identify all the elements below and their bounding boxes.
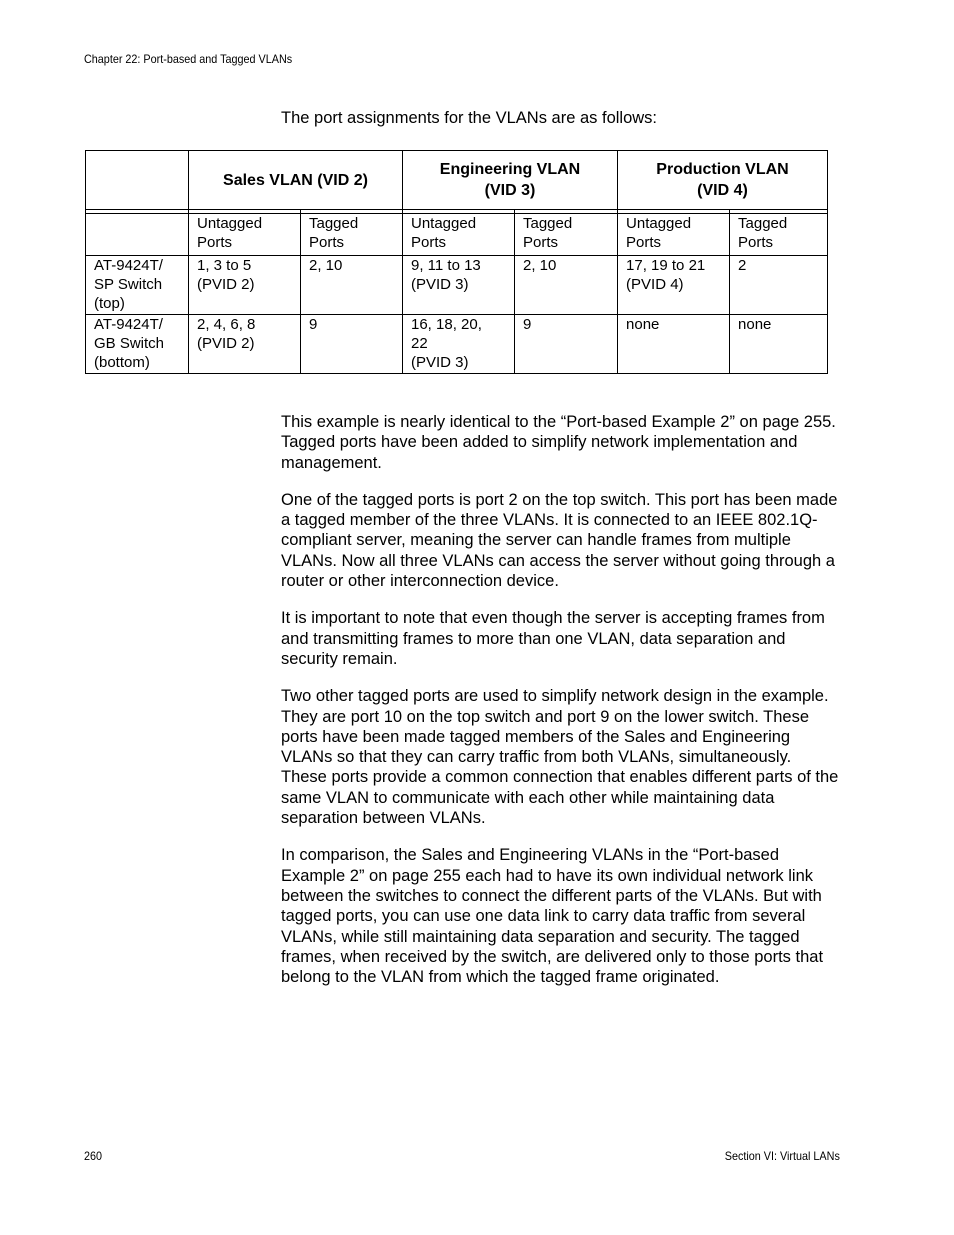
table-header-row bbox=[86, 151, 828, 210]
sales-untagged-header: Untagged Ports bbox=[189, 214, 301, 256]
prod-tagged-cell: 2 bbox=[730, 256, 828, 315]
table-row bbox=[86, 315, 828, 374]
eng-untagged-cell: 9, 11 to 13 (PVID 3) bbox=[403, 256, 515, 315]
eng-tagged-header: Tagged Ports bbox=[515, 214, 618, 256]
paragraph: In comparison, the Sales and Engineering VLANs in the “Port-based Example 2” on page 255 each had to have its own individual network link between the switches to connect the different parts of the VLANs. But with tagged ports, you can use one data link to carry data traffic from several VLANs, while still maintaining data separation and security. The tagged frames, when received by the switch, are delivered only to those ports that belong to the VLAN from which the tagged frame originated. bbox=[281, 846, 824, 987]
paragraph: It is important to note that even though the server is accepting frames from and transmitting frames to more than one VLAN, data separation and security remain. bbox=[281, 609, 825, 668]
table-row bbox=[86, 256, 828, 315]
page-number: 260 bbox=[84, 1149, 103, 1163]
table-subheader-row bbox=[86, 214, 828, 256]
prod-untagged-header: Untagged Ports bbox=[618, 214, 730, 256]
engineering-vlan-header: Engineering VLAN (VID 3) bbox=[403, 151, 618, 210]
corner-cell bbox=[86, 151, 189, 210]
section-title: Section VI: Virtual LANs bbox=[724, 1149, 840, 1163]
device-cell: AT-9424T/ GB Switch (bottom) bbox=[86, 315, 189, 374]
prod-untagged-cell: none bbox=[618, 315, 730, 374]
prod-tagged-cell: none bbox=[730, 315, 828, 374]
eng-untagged-header: Untagged Ports bbox=[403, 214, 515, 256]
sales-tagged-cell: 2, 10 bbox=[301, 256, 403, 315]
sales-tagged-cell: 9 bbox=[301, 315, 403, 374]
sales-untagged-cell: 2, 4, 6, 8 (PVID 2) bbox=[189, 315, 301, 374]
sales-untagged-cell: 1, 3 to 5 (PVID 2) bbox=[189, 256, 301, 315]
production-vlan-header: Production VLAN (VID 4) bbox=[618, 151, 828, 210]
paragraph: One of the tagged ports is port 2 on the top switch. This port has been made a tagged member of the three VLANs. It is connected to an IEEE 802.1Q-compliant server, meaning the server can handle frames from multiple VLANs. Now all three VLANs can access the server without going through a router or other interconnection device. bbox=[281, 490, 838, 591]
paragraph: Two other tagged ports are used to simplify network design in the example. They are port 10 on the top switch and port 9 on the lower switch. These ports have been made tagged members of the Sales and Engineering VLANs so that they can carry traffic from both VLANs, simultaneously. These ports provide a common connection that enables different parts of the same VLAN to communicate with each other while maintaining data separation between VLANs. bbox=[281, 687, 839, 828]
prod-tagged-header: Tagged Ports bbox=[730, 214, 828, 256]
eng-tagged-cell: 2, 10 bbox=[515, 256, 618, 315]
running-header: Chapter 22: Port-based and Tagged VLANs bbox=[84, 52, 293, 66]
body-text bbox=[281, 412, 841, 1004]
device-cell: AT-9424T/ SP Switch (top) bbox=[86, 256, 189, 315]
prod-untagged-cell: 17, 19 to 21 (PVID 4) bbox=[618, 256, 730, 315]
subheader-empty-cell bbox=[86, 214, 189, 256]
eng-untagged-cell: 16, 18, 20, 22 (PVID 3) bbox=[403, 315, 515, 374]
paragraph: This example is nearly identical to the “Port-based Example 2” on page 255. Tagged ports have been added to simplify network implementation and management. bbox=[281, 413, 836, 472]
sales-vlan-header: Sales VLAN (VID 2) bbox=[189, 151, 403, 210]
sales-tagged-header: Tagged Ports bbox=[301, 214, 403, 256]
vlan-port-table bbox=[85, 150, 828, 374]
table-intro: The port assignments for the VLANs are as follows: bbox=[281, 109, 658, 127]
eng-tagged-cell: 9 bbox=[515, 315, 618, 374]
